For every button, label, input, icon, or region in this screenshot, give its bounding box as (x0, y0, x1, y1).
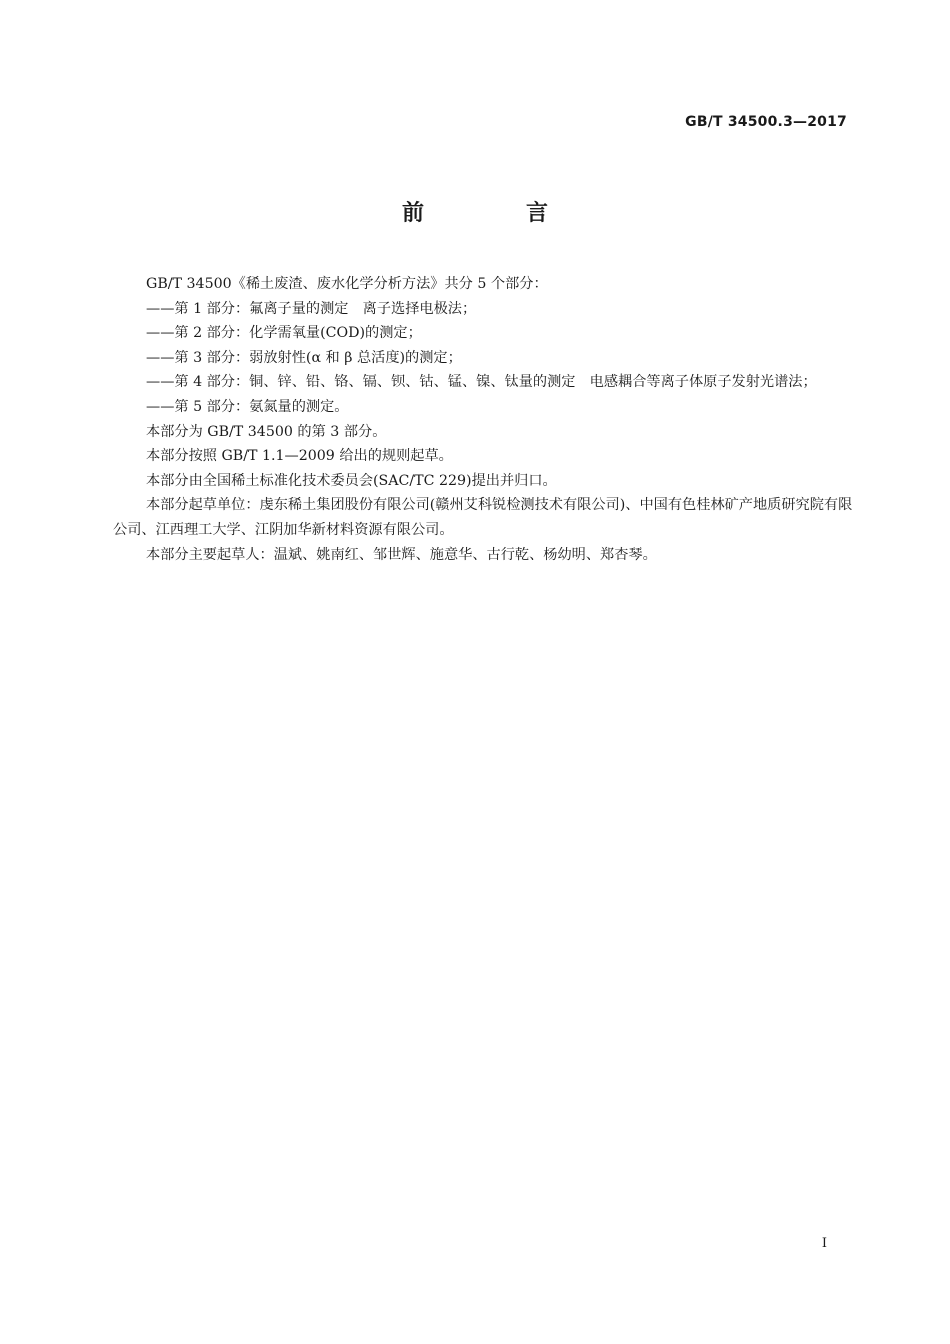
paragraph-drafters: 本部分主要起草人：温斌、姚南红、邹世辉、施意华、古行乾、杨幼明、郑杏琴。 (146, 546, 657, 563)
page-number: I (821, 1236, 827, 1251)
paragraph-this-part: 本部分为 GB/T 34500 的第 3 部分。 (146, 423, 387, 440)
list-item-part-2: ——第 2 部分：化学需氧量(COD)的测定； (146, 325, 422, 342)
paragraph-intro: GB/T 34500《稀土废渣、废水化学分析方法》共分 5 个部分： (146, 276, 548, 292)
list-item-part-3: ——第 3 部分：弱放射性(α 和 β 总活度)的测定； (146, 349, 462, 366)
page-title: 前 言 (401, 201, 588, 226)
standard-code: GB/T 34500.3—2017 (685, 114, 847, 130)
list-item-part-4: ——第 4 部分：铜、锌、铅、铬、镉、钡、钴、锰、镍、钛量的测定 电感耦合等离子体原子发射光谱法； (146, 374, 817, 391)
list-item-part-1: ——第 1 部分：氟离子量的测定 离子选择电极法； (146, 300, 477, 317)
list-item-part-5: ——第 5 部分：氨氮量的测定。 (146, 398, 349, 415)
paragraph-proposer: 本部分由全国稀土标准化技术委员会(SAC/TC 229)提出并归口。 (146, 472, 557, 489)
document-body (113, 272, 853, 567)
paragraph-drafting-rules: 本部分按照 GB/T 1.1—2009 给出的规则起草。 (146, 448, 453, 465)
paragraph-drafting-units: 本部分起草单位：虔东稀土集团股份有限公司(赣州艾科锐检测技术有限公司)、中国有色桂林矿产地质研究院有限公司、江西理工大学、江阴加华新材料资源有限公司。 (113, 497, 853, 538)
